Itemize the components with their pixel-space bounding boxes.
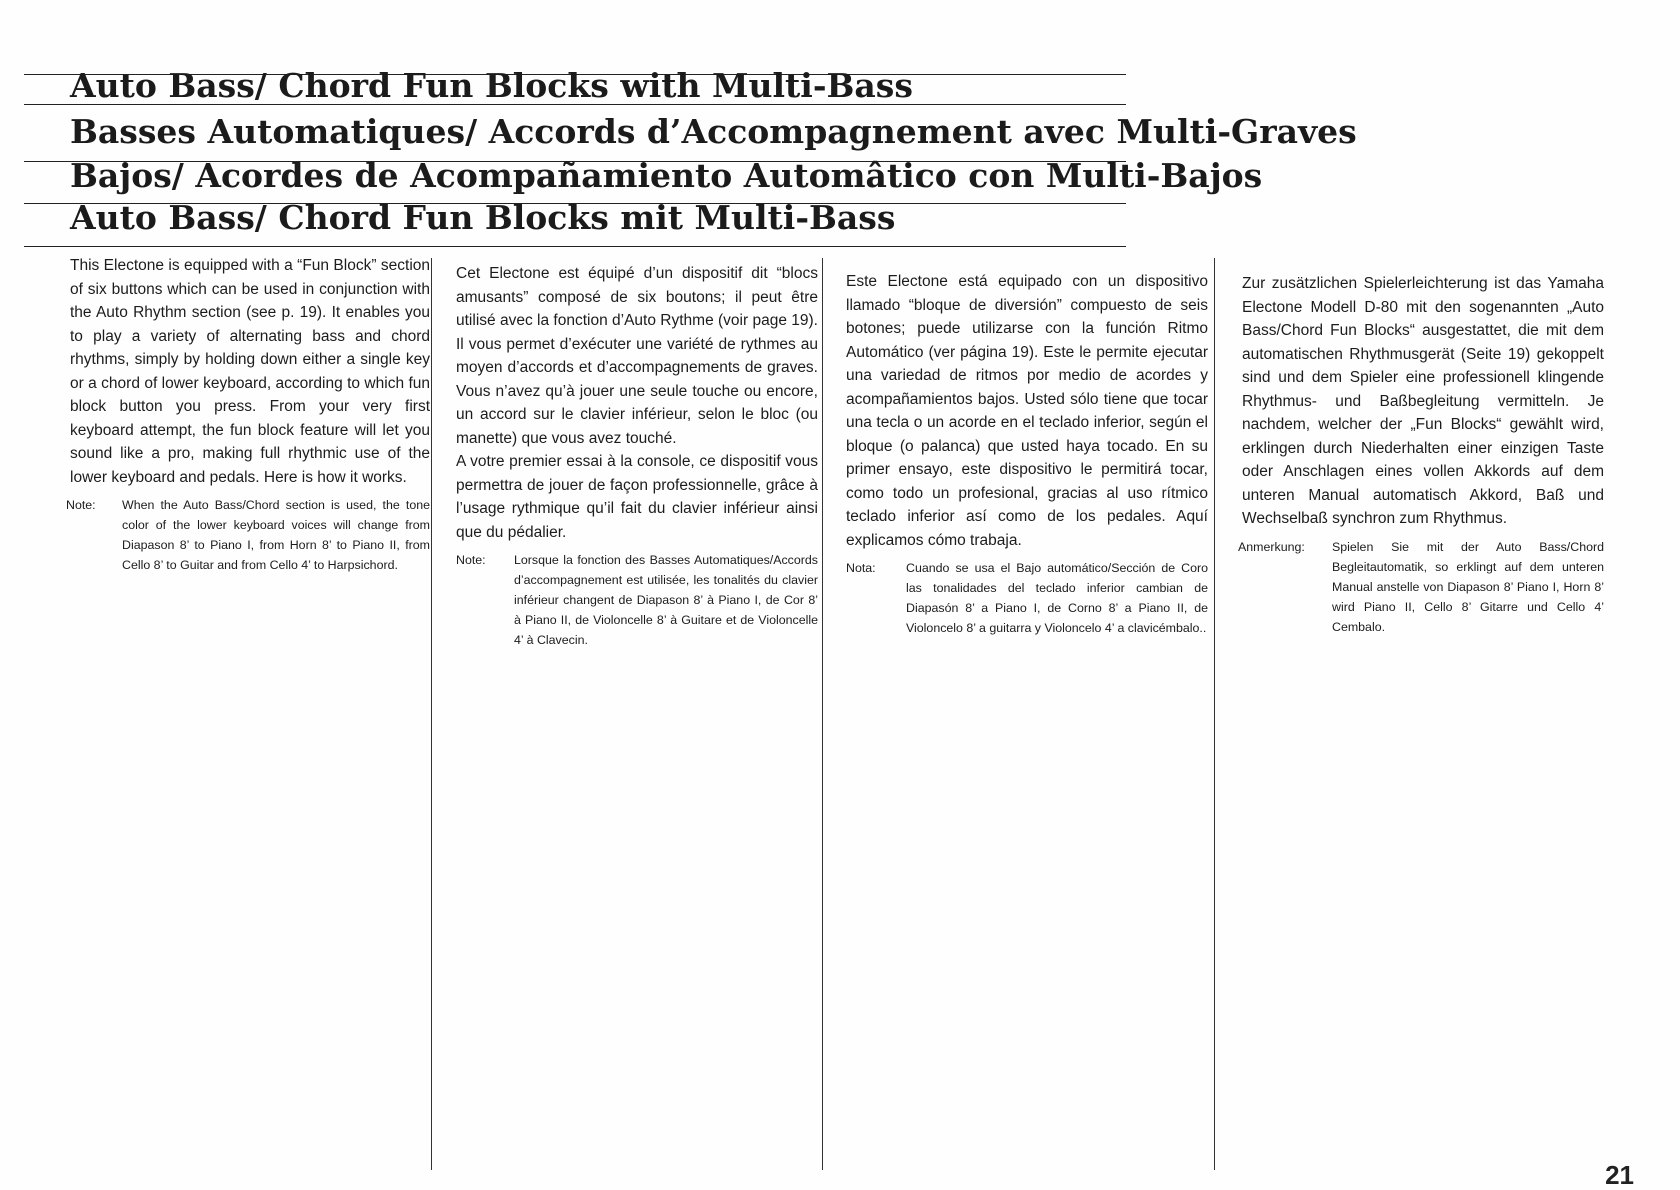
column-german (1238, 272, 1604, 637)
title-spanish: Bajos/ Acordes de Acompañamiento Automâtico con Multi-Bajos (70, 156, 1263, 195)
column-english (66, 254, 430, 575)
title-french: Basses Automatiques/ Accords d’Accompagnement avec Multi-Graves (70, 112, 1357, 151)
note-text-spanish: Cuando se usa el Bajo automático/Sección de Coro las tonalidades del teclado inferior cambian de Diapasón 8’ a Piano I, de Corno 8’ a Piano II, de Violoncelo 8’ a guitarra y Violoncelo 4’ a clavicémbalo.. (906, 561, 1208, 635)
column-french (456, 262, 818, 650)
body-text-german: Zur zusätzlichen Spielerleichterung ist das Yamaha Electone Modell D-80 mit den sogenannten „Auto Bass/Chord Fun Blocks“ ausgestattet, die mit dem automatischen Rhythmusgerät (Seite 19) gekoppelt sind und dem Spieler eine professionell klingende Rhythmus- und Baßbegleitung vermitteln. Je nachdem, welcher der „Fun Blocks“ gewählt wird, erklingen durch Niederhalten einer einzigen Taste oder Anschlagen eines vollen Akkords auf dem unteren Manual automatisch Akkord, Baß und Wechselbaß synchron zum Rhythmus. (1242, 275, 1604, 527)
title-english: Auto Bass/ Chord Fun Blocks with Multi-Bass (70, 66, 913, 105)
body-text-french-paragraph-2: A votre premier essai à la console, ce dispositif vous permettra de jouer de façon professionnelle, grâce à l’usage rythmique qu’il fait du clavier inférieur ainsi que du pédalier. (456, 453, 818, 541)
note-german (1238, 537, 1604, 637)
title-rule-bottom (24, 246, 1126, 247)
note-text-english: When the Auto Bass/Chord section is used, the tone color of the lower keyboard voices will change from Diapason 8’ to Piano I, from Horn 8’ to Piano II, from Cello 8’ to Guitar and from Cello 4’ to Harpsichord. (122, 498, 430, 572)
column-divider-2 (822, 258, 823, 1170)
column-spanish (846, 270, 1208, 638)
page-number: 21 (1605, 1160, 1634, 1190)
note-label-german: Anmerkung: (1238, 539, 1305, 554)
note-label-english: Note: (66, 498, 96, 512)
body-text-french-paragraph-1: Cet Electone est équipé d’un dispositif dit “blocs amusants” composé de six boutons; il peut être utilisé avec la fonction d’Auto Rythme (voir page 19). Il vous permet d’exécuter une variété de rythmes au moyen d’accords et d’accompagnements de graves. Vous n’avez qu’à jouer une seule touche ou encore, un accord sur le clavier inférieur, selon le bloc (ou manette) que vous avez touché. (456, 265, 818, 447)
note-label-spanish: Nota: (846, 561, 876, 575)
note-label-french: Note: (456, 553, 486, 567)
note-text-french: Lorsque la fonction des Basses Automatiques/Accords d’accompagnement est utilisée, les tonalités du clavier inférieur changent de Diapason 8’ à Piano I, de Cor 8’ à Piano II, de Violoncelle 8’ à Guitare et de Violoncelle 4’ à Clavecin. (514, 553, 818, 647)
note-french (456, 550, 818, 650)
body-text-spanish: Este Electone está equipado con un dispositivo llamado “bloque de diversión” compuesto de seis botones; puede utilizarse con la función Ritmo Automático (ver página 19). Este le permite ejecutar una variedad de ritmos por medio de acordes y acompañamientos bajos. Usted sólo tiene que tocar una tecla o un acorde en el teclado inferior, según el bloque (o palanca) que usted haya tocado. En su primer ensayo, este dispositivo le permitirá tocar, como todo un profesional, gracias al uso rítmico teclado inferior así como de los pedales. Aquí explicamos cómo trabaja. (846, 273, 1208, 549)
note-spanish (846, 558, 1208, 638)
note-english (66, 495, 430, 575)
column-divider-3 (1214, 258, 1215, 1170)
body-text-english: This Electone is equipped with a “Fun Block” section of six buttons which can be used in conjunction with the Auto Rhythm section (see p. 19). It enables you to play a variety of alternating bass and chord rhythms, simply by holding down either a single key or a chord of lower keyboard, according to which fun block button you press. From your very first keyboard attempt, the fun block feature will let you sound like a pro, making full rhythmic use of the lower keyboard and pedals. Here is how it works. (70, 257, 430, 486)
note-text-german: Spielen Sie mit der Auto Bass/Chord Begleitautomatik, so erklingt auf dem unteren Manual anstelle von Diapason 8’ Piano I, Horn 8’ wird Piano II, Cello 8’ Gitarre und Cello 4’ Cembalo. (1332, 539, 1604, 634)
column-divider-1 (431, 258, 432, 1170)
title-german: Auto Bass/ Chord Fun Blocks mit Multi-Bass (70, 198, 896, 237)
